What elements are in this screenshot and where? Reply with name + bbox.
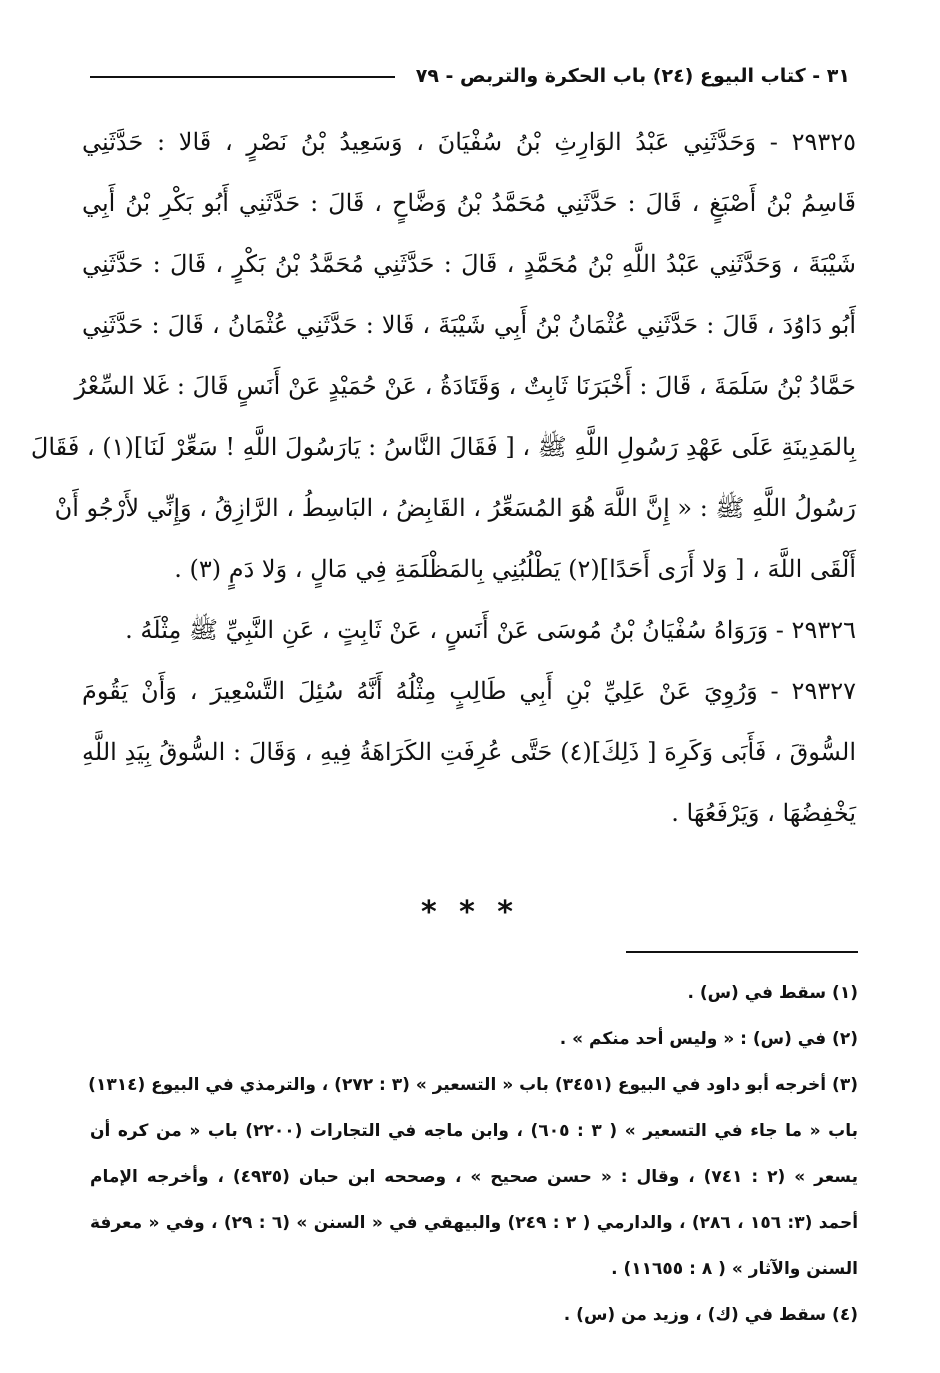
footnote-line: (٢) في (س) : « وليس أحد منكم » .	[559, 1029, 858, 1049]
footnote-line: أحمد (٣: ١٥٦ ، ٢٨٦) ، والدارمي ( ٢ : ٢٤٩) والبيهقي في « السنن » (٦ : ٢٩) ، وفي « معرفة	[90, 1213, 859, 1233]
footnote-line: السنن والآثار » ( ٨ : ١١٦٥٥) .	[611, 1259, 858, 1279]
text-line: ٢٩٣٢٧ - وَرُوِيَ عَنْ عَلِيِّ بْنِ أَبِي طَالِبٍ مِثْلُهُ أَنَّهُ سُئِلَ التَّسْعِيرَ ، وَأَنْ يَقُومَ	[82, 677, 856, 705]
text-line: حَمَّادُ بْنُ سَلَمَةَ ، قَالَ : أَخْبَرَنَا ثَابِتٌ ، وَقَتَادَةُ ، عَنْ حُمَيْدٍ عَنْ أَنَسٍ قَالَ : غَلا السِّعْرُ	[74, 372, 856, 400]
main-text	[30, 112, 857, 844]
section-separator: * * *	[421, 895, 519, 930]
footnote-line: يسعر » (٢ : ٧٤١) ، وقال : « حسن صحيح » ، وصححه ابن حبان (٤٩٣٥) ، وأخرجه الإمام	[90, 1167, 858, 1187]
footnote-line: (١) سقط في (س) .	[687, 983, 858, 1003]
running-header	[90, 58, 850, 94]
footnote-line: باب « ما جاء في التسعير » ( ٣ : ٦٠٥) ، وابن ماجه في التجارات (٢٢٠٠) باب « من كره أن	[90, 1121, 859, 1141]
text-line: شَيْبَةَ ، وَحَدَّثَنِي عَبْدُ اللَّهِ بْنُ مُحَمَّدٍ ، قَالَ : حَدَّثَنِي مُحَمَّدُ بْنُ بَكْرٍ ، قَالَ : حَدَّثَنِي	[82, 250, 856, 278]
running-title: ٣١ - كتاب البيوع (٢٤) باب الحكرة والتربص - ٧٩	[415, 65, 850, 87]
text-line: ٢٩٣٢٥ - وَحَدَّثَنِي عَبْدُ الوَارِثِ بْنُ سُفْيَانَ ، وَسَعِيدُ بْنُ نَصْرٍ ، قَالا : حَدَّثَنِي	[82, 128, 857, 156]
footnote-line: (٣) أخرجه أبو داود في البيوع (٣٤٥١) باب « التسعير » (٣ : ٢٧٢) ، والترمذي في البيوع (١٣١٤)	[88, 1075, 858, 1095]
footnote-rule	[626, 951, 858, 953]
text-line: أَلْقَى اللَّهَ ، [ وَلا أَرَى أَحَدًا](٢) يَطْلُبُنِي بِالمَظْلَمَةِ فِي مَالٍ ، وَلا دَمٍ (٣) .	[174, 555, 856, 583]
text-line: السُّوقَ ، فَأَبَى وَكَرِهَ [ ذَلِكَ](٤) حَتَّى عُرِفَتِ الكَرَاهَةُ فِيهِ ، وَقَالَ : السُّوقُ بِيَدِ اللَّهِ	[82, 738, 857, 766]
text-line: رَسُولُ اللَّهِ ﷺ : « إِنَّ اللَّهَ هُوَ المُسَعِّرُ ، القَابِضُ ، البَاسِطُ ، الرَّازِقُ ، وَإِنِّي لأَرْجُو أَنْ	[54, 494, 856, 522]
footnote-line: (٤) سقط في (ك) ، وزيد من (س) .	[563, 1305, 858, 1325]
text-line: قَاسِمُ بْنُ أَصْبَغٍ ، قَالَ : حَدَّثَنِي مُحَمَّدُ بْنُ وَضَّاحٍ ، قَالَ : حَدَّثَنِي أَبُو بَكْرِ بْنُ أَبِي	[82, 189, 856, 217]
text-line: يَخْفِضُهَا ، وَيَرْفَعُهَا .	[671, 799, 856, 827]
text-line: ٢٩٣٢٦ - وَرَوَاهُ سُفْيَانُ بْنُ مُوسَى عَنْ أَنَسٍ ، عَنْ ثَابِتٍ ، عَنِ النَّبِيِّ ﷺ مِثْلَهُ .	[125, 616, 856, 644]
text-line: أَبُو دَاوُدَ ، قَالَ : حَدَّثَنِي عُثْمَانُ بْنُ أَبِي شَيْبَةَ ، قَالا : حَدَّثَنِي عُثْمَانُ ، قَالَ : حَدَّثَنِي	[82, 311, 856, 339]
footnotes	[90, 970, 858, 1338]
text-line: بِالمَدِينَةِ عَلَى عَهْدِ رَسُولِ اللَّهِ ﷺ ، [ فَقَالَ النَّاسُ : يَارَسُولَ اللَّهِ ! سَعِّرْ لَنَا](١) ، فَقَالَ	[30, 433, 856, 461]
header-rule	[90, 76, 395, 78]
